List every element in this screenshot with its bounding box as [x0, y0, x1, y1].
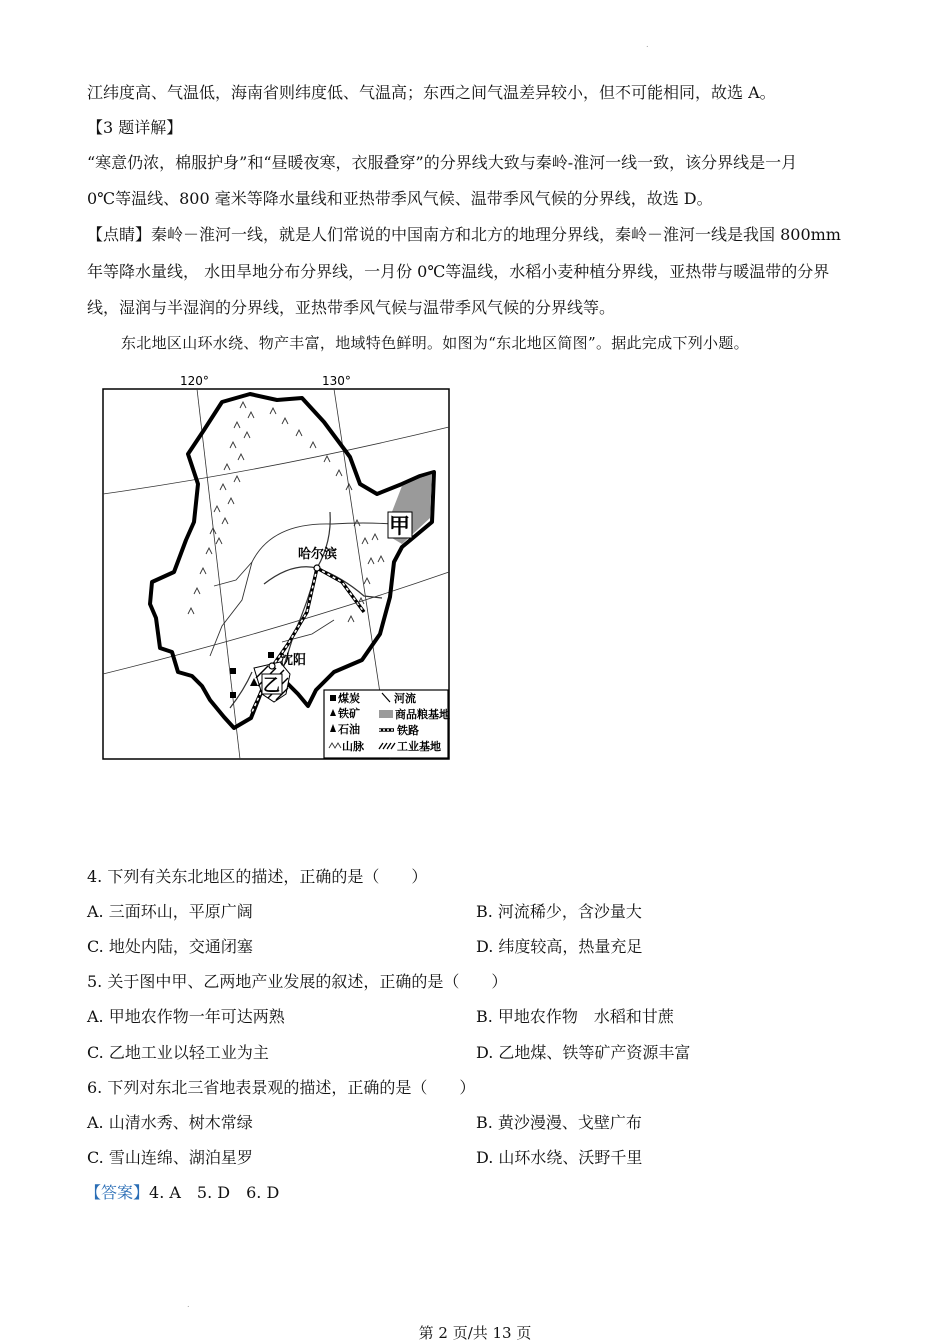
city-shenyang-label: 沈阳 — [280, 653, 307, 668]
page-footer: 第 2 页/共 13 页 — [418, 1324, 532, 1342]
harbin-marker — [314, 565, 320, 571]
northeast-map — [102, 372, 452, 764]
legend-industrial-base: 工业基地 — [397, 740, 441, 753]
label-jia: 甲 — [389, 514, 410, 538]
question-4-option-a: A. 三面环山，平原广阔 — [87, 902, 253, 921]
question-4-option-d: D. 纬度较高，热量充足 — [476, 937, 643, 956]
legend-grain-base: 商品粮基地 — [395, 708, 450, 721]
footer-dot: . — [187, 1300, 190, 1309]
question-5-option-c: C. 乙地工业以轻工业为主 — [87, 1043, 269, 1062]
question-6-option-d: D. 山环水绕、沃野千里 — [476, 1148, 643, 1167]
question-5-option-b: B. 甲地农作物 水稻和甘蔗 — [476, 1007, 674, 1026]
longitude-130-label: 130° — [322, 374, 351, 388]
question-6-option-a: A. 山清水秀、树木常绿 — [87, 1113, 253, 1132]
shenyang-marker — [269, 663, 275, 669]
paragraph-line: 线，湿润与半湿润的分界线，亚热带季风气候与温带季风气候的分界线等。 — [87, 298, 616, 317]
question-5-option-d: D. 乙地煤、铁等矿产资源丰富 — [476, 1043, 691, 1062]
subheading-3-detail: 【3 题详解】 — [87, 118, 183, 137]
legend-mountain: 山脉 — [342, 740, 364, 753]
city-harbin-label: 哈尔滨 — [298, 547, 338, 562]
paragraph-line: “寒意仍浓，棉服护身”和“昼暖夜寒，衣服叠穿”的分界线大致与秦岭-淮河一线一致，该分界线是一月 — [87, 153, 798, 172]
legend-coal: 煤炭 — [338, 692, 360, 705]
answer-tag: 【答案】 — [85, 1183, 150, 1202]
question-4-option-c: C. 地处内陆，交通闭塞 — [87, 937, 253, 956]
question-4-stem: 4. 下列有关东北地区的描述，正确的是（ ） — [87, 867, 428, 886]
legend-railway: 铁路 — [397, 724, 419, 737]
question-6-stem: 6. 下列对东北三省地表景观的描述，正确的是（ ） — [87, 1078, 476, 1097]
question-5-stem: 5. 关于图中甲、乙两地产业发展的叙述，正确的是（ ） — [87, 972, 508, 991]
question-6-option-c: C. 雪山连绵、湖泊星罗 — [87, 1148, 253, 1167]
longitude-120-label: 120° — [180, 374, 209, 388]
question-4-option-b: B. 河流稀少，含沙量大 — [476, 902, 642, 921]
paragraph-line: 江纬度高、气温低，海南省则纬度低、气温高；东西之间气温差异较小，但不可能相同，故选 A。 — [87, 83, 776, 102]
answer-line — [85, 1183, 279, 1203]
legend-iron: 铁矿 — [338, 707, 360, 720]
paragraph-line: 0℃等温线、800 毫米等降水量线和亚热带季风气候、温带季风气候的分界线，故选 D。 — [87, 189, 713, 208]
legend-oil: 石油 — [338, 723, 360, 736]
label-yi: 乙 — [263, 676, 280, 696]
question-5-option-a: A. 甲地农作物一年可达两熟 — [87, 1007, 285, 1026]
header-dot: . — [646, 40, 649, 49]
paragraph-line: 年等降水量线， 水田旱地分布分界线，一月份 0℃等温线，水稻小麦种植分界线，亚热带与暖温带的分界 — [87, 262, 830, 281]
legend-river: 河流 — [394, 692, 416, 705]
question-6-option-b: B. 黄沙漫漫、戈壁广布 — [476, 1113, 642, 1132]
answer-text: 4. A 5. D 6. D — [149, 1183, 280, 1202]
intro-text: 东北地区山环水绕、物产丰富，地域特色鲜明。如图为“东北地区简图”。据此完成下列小题。 — [121, 334, 749, 352]
paragraph-line: 【点睛】秦岭－淮河一线，就是人们常说的中国南方和北方的地理分界线，秦岭－淮河一线是我国 800mm — [87, 225, 841, 244]
